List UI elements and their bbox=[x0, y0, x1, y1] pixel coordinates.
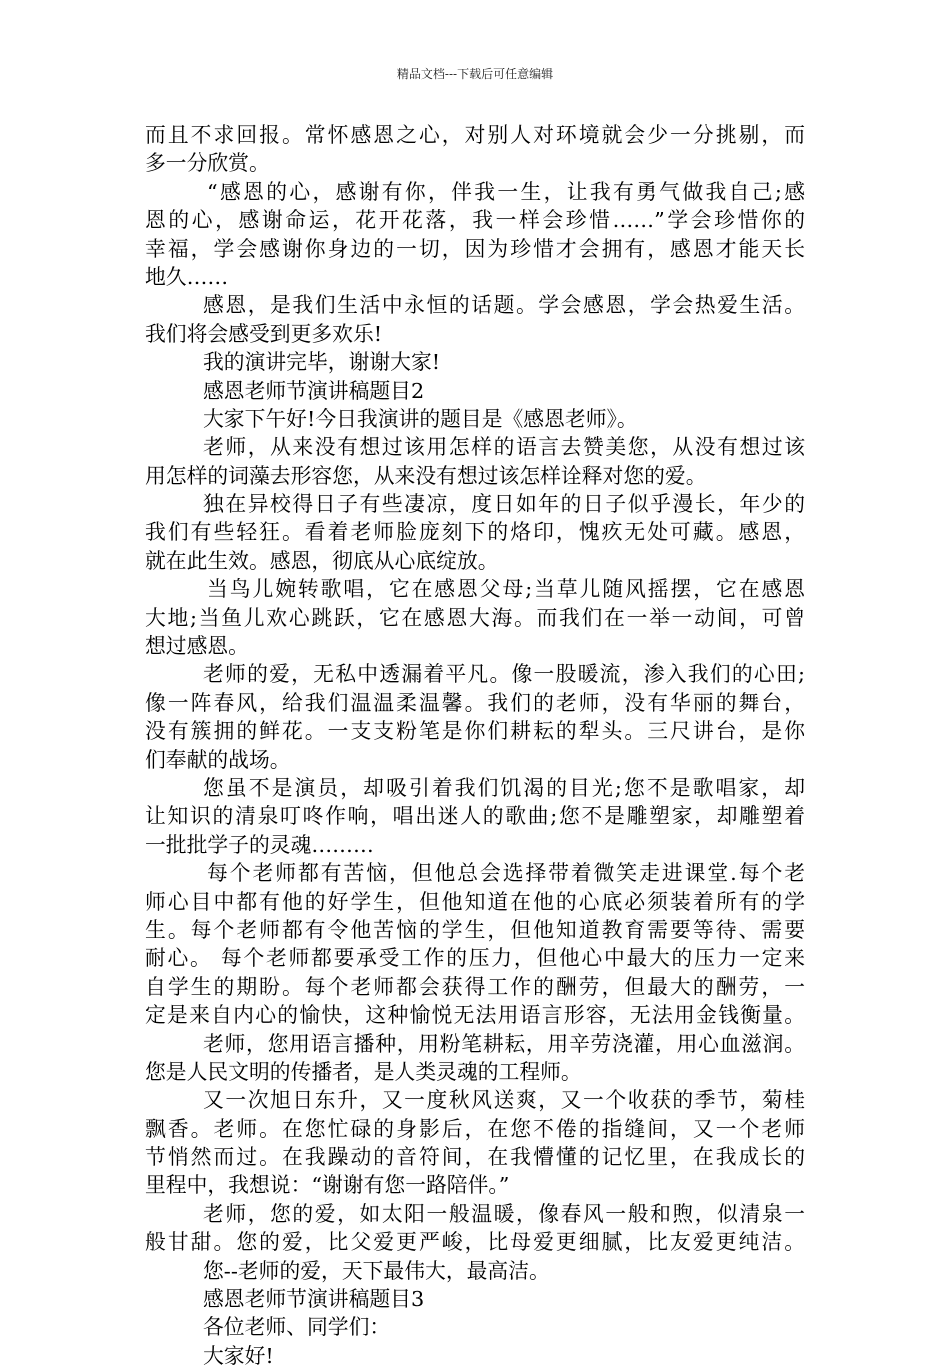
text-line: 用怎样的词藻去形容您，从来没有想过该怎样诠释对您的爱。 bbox=[145, 463, 707, 488]
text-line: 地久…… bbox=[145, 264, 229, 289]
text-line: 而且不求回报。常怀感恩之心，对别人对环境就会少一分挑剔，而 bbox=[145, 123, 805, 147]
text-line: 自学生的期盼。每个老师都会获得工作的酬劳，但最大的酬劳，一 bbox=[145, 974, 805, 999]
text-line: 您--老师的爱，天下最伟大，最高洁。 bbox=[203, 1258, 550, 1283]
text-line: 大地;当鱼儿欢心跳跃，它在感恩大海。而我们在一举一动间，可曾 bbox=[145, 605, 805, 630]
text-line: “感恩的心，感谢有你，伴我一生，让我有勇气做我自己;感 bbox=[207, 179, 805, 204]
text-line: 师心目中都有他的好学生，但他知道在他的心底必须装着所有的学 bbox=[145, 889, 805, 914]
text-line: 幸福，学会感谢你身边的一切，因为珍惜才会拥有，感恩才能天长 bbox=[145, 236, 805, 261]
section-title: 感恩老师节演讲稿题目3 bbox=[203, 1287, 425, 1312]
page-header: 精品文档---下载后可任意编辑 bbox=[396, 67, 554, 81]
text-line: 定是来自内心的愉快，这种愉悦无法用语言形容，无法用金钱衡量。 bbox=[145, 1003, 805, 1028]
text-line: 老师，从来没有想过该用怎样的语言去赞美您，从没有想过该 bbox=[203, 435, 805, 460]
text-line: 您虽不是演员，却吸引着我们饥渴的目光;您不是歌唱家，却 bbox=[203, 775, 805, 800]
text-line: 让知识的清泉叮咚作响，唱出迷人的歌曲;您不是雕塑家，却雕塑着 bbox=[145, 804, 805, 829]
text-line: 我的演讲完毕，谢谢大家! bbox=[203, 350, 441, 375]
text-line: 般甘甜。您的爱，比父爱更严峻，比母爱更细腻，比友爱更纯洁。 bbox=[145, 1230, 805, 1255]
text-line: 节悄然而过。在我躁动的音符间，在我懵懂的记忆里，在我成长的 bbox=[145, 1145, 805, 1170]
text-line: 像一阵春风，给我们温温柔温馨。我们的老师，没有华丽的舞台， bbox=[145, 690, 805, 715]
text-line: 老师的爱，无私中透漏着平凡。像一股暖流，渗入我们的心田; bbox=[203, 662, 805, 687]
text-line: 想过感恩。 bbox=[145, 634, 249, 659]
greeting-line: 大家好! bbox=[203, 1343, 274, 1368]
text-line: 每个老师都有苦恼，但他总会选择带着微笑走进课堂.每个老 bbox=[207, 861, 805, 886]
text-line: 老师，您的爱，如太阳一般温暖，像春风一般和煦，似清泉一 bbox=[203, 1201, 805, 1226]
text-line: 生。每个老师都有令他苦恼的学生，但他知道教育需要等待、需要 bbox=[145, 917, 805, 942]
greeting-line: 各位老师、同学们： bbox=[203, 1315, 391, 1340]
document-body bbox=[145, 121, 805, 1370]
text-line: 耐心。 每个老师都要承受工作的压力，但他心中最大的压力一定来 bbox=[145, 946, 805, 971]
text-line: 又一次旭日东升，又一度秋风送爽，又一个收获的季节，菊桂 bbox=[203, 1088, 805, 1113]
text-line: 独在异校得日子有些凄凉，度日如年的日子似乎漫长，年少的 bbox=[203, 492, 805, 517]
text-line: 我们将会感受到更多欢乐! bbox=[145, 321, 383, 346]
text-line: 老师，您用语言播种，用粉笔耕耘，用辛劳浇灌，用心血滋润。 bbox=[203, 1031, 805, 1056]
text-line: 恩的心，感谢命运，花开花落，我一样会珍惜……”学会珍惜你的 bbox=[145, 208, 805, 233]
text-line: 们奉献的战场。 bbox=[145, 747, 291, 772]
text-line: 没有簇拥的鲜花。一支支粉笔是你们耕耘的犁头。三尺讲台，是你 bbox=[145, 719, 805, 744]
text-line: 飘香。老师。在您忙碌的身影后，在您不倦的指缝间，又一个老师 bbox=[145, 1116, 805, 1141]
text-line: 当鸟儿婉转歌唱，它在感恩父母;当草儿随风摇摆，它在感恩 bbox=[207, 577, 805, 602]
text-line: 里程中，我想说：“谢谢有您一路陪伴。” bbox=[145, 1173, 510, 1198]
text-line: 一批批学子的灵魂……… bbox=[145, 832, 374, 857]
section-title: 感恩老师节演讲稿题目2 bbox=[203, 378, 425, 403]
text-line: 就在此生效。感恩，彻底从心底绽放。 bbox=[145, 548, 499, 573]
text-line: 您是人民文明的传播者，是人类灵魂的工程师。 bbox=[145, 1059, 582, 1084]
text-line: 感恩，是我们生活中永恒的话题。学会感恩，学会热爱生活。 bbox=[203, 293, 805, 318]
text-line: 多一分欣赏。 bbox=[145, 151, 270, 176]
text-line: 我们有些轻狂。看着老师脸庞刻下的烙印，愧疚无处可藏。感恩， bbox=[145, 520, 805, 545]
text-line: 大家下午好!今日我演讲的题目是《感恩老师》。 bbox=[203, 406, 638, 431]
